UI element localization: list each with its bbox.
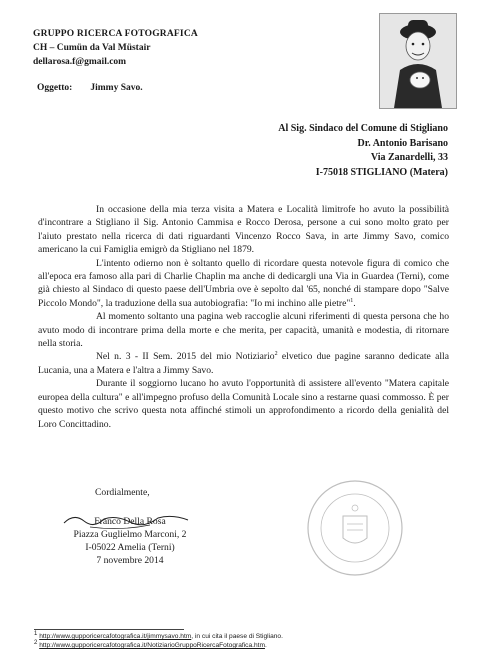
sender-address: Piazza Guglielmo Marconi, 2	[73, 529, 187, 540]
paragraph-2-text: L'intento odierno non è soltanto quello di ricordare questa notevole figura di comico che all'epoca era famoso alla pari di Charlie Chaplin ma anche di dedicargli una Via in Guardea (Terni), come già chiesto al Sindaco di questo paese dell'Umbria ove è sepolto dal '65, nonché di stampare dopo "Salve Piccolo Mondo", la traduzione della sua autobiografia: "Io mi inchino alle pietre"	[38, 257, 449, 309]
organization-name: GRUPPO RICERCA FOTOGRAFICA	[33, 29, 198, 39]
footnote-ref-1: 1	[350, 297, 354, 304]
sender-name: Franco Della Rosa	[94, 516, 166, 527]
closing-salutation: Cordialmente,	[95, 487, 150, 498]
footnote-text: .	[264, 642, 267, 650]
organization-email: dellarosa.f@gmail.com	[33, 57, 127, 67]
paragraph-1: In occasione della mia terza visita a Matera e Località limitrofe ho avuto la possibilità d'incontrare a Stigliano il Sig. Antonio Cammisa e Rocco Derosa, persone a cui sono molto grato per l'aiuto prestato nella ricerca di dati riguardanti Vincenzo Rocco Sava, in arte Jimmy Savo, comico americano la cui Famiglia emigrò da Stigliano nel 1879.	[38, 204, 449, 256]
footnote-link[interactable]: http://www.gupporicercafotografica.it/jimmysavo.htm	[39, 633, 192, 640]
portrait-image	[380, 14, 456, 108]
letter-date: 7 novembre 2014	[96, 555, 164, 566]
subject-line	[37, 83, 161, 93]
paragraph-4-end: elvetico due pagine saranno dedicate alla Lucania, una a Matera e l'altra a Jimmy Savo.	[38, 351, 449, 376]
recipient-line-3: Via Zanardelli, 33	[370, 152, 448, 163]
paragraph-3: Al momento soltanto una pagina web raccoglie alcuni riferimenti di questa persona che ho avuto modo di incontrare prima della morte e che merita, per capacità, umanità e modestia, di ritornare nella storia.	[38, 311, 449, 350]
subject-label: Oggetto:	[37, 83, 73, 93]
sender-city: I-05022 Amelia (Terni)	[85, 542, 175, 553]
paragraph-2	[38, 257, 449, 311]
recipient-line-1: Al Sig. Sindaco del Comune di Stigliano	[278, 123, 448, 134]
footnotes	[34, 632, 464, 650]
recipient-line-4: I-75018 STIGLIANO (Matera)	[315, 166, 448, 178]
portrait-photo	[379, 13, 457, 109]
subject-value: Jimmy Savo.	[90, 83, 143, 93]
footnote-text: , in cui cita il paese di Stigliano.	[191, 633, 283, 640]
paragraph-5: Durante il soggiorno lucano ho avuto l'opportunità di assistere all'evento "Matera capitale europea della cultura" e all'impegno profuso della Comunità Locale sino a restarne quasi commosso. È per questo motivo che scrivo questa nota affinché stimoli un approfondimento a ricordo della genialità del Loro Concittadino.	[38, 378, 449, 430]
footnote-2	[34, 641, 464, 650]
footnote-1	[34, 632, 464, 641]
recipient-address	[200, 122, 448, 180]
recipient-line-2: Dr. Antonio Barisano	[357, 137, 448, 149]
footnote-divider	[34, 629, 184, 630]
letter-body	[38, 203, 449, 431]
paragraph-4-start: Nel n. 3 - II Sem. 2015 del mio Notiziario	[96, 351, 275, 363]
footnote-link[interactable]: http://www.gupporicercafotografica.it/NotiziarioGruppoRicercaFotografica.htm	[39, 642, 265, 650]
paragraph-2-end: .	[353, 297, 356, 309]
footnote-ref-2: 2	[274, 351, 278, 358]
sender-block	[55, 515, 205, 567]
official-stamp	[305, 478, 405, 578]
paragraph-4	[38, 350, 449, 377]
footnote-number: 1	[34, 630, 38, 637]
footnote-number: 2	[34, 640, 38, 647]
letterhead	[33, 27, 198, 69]
organization-location: CH – Cumün da Val Müstair	[33, 43, 151, 53]
